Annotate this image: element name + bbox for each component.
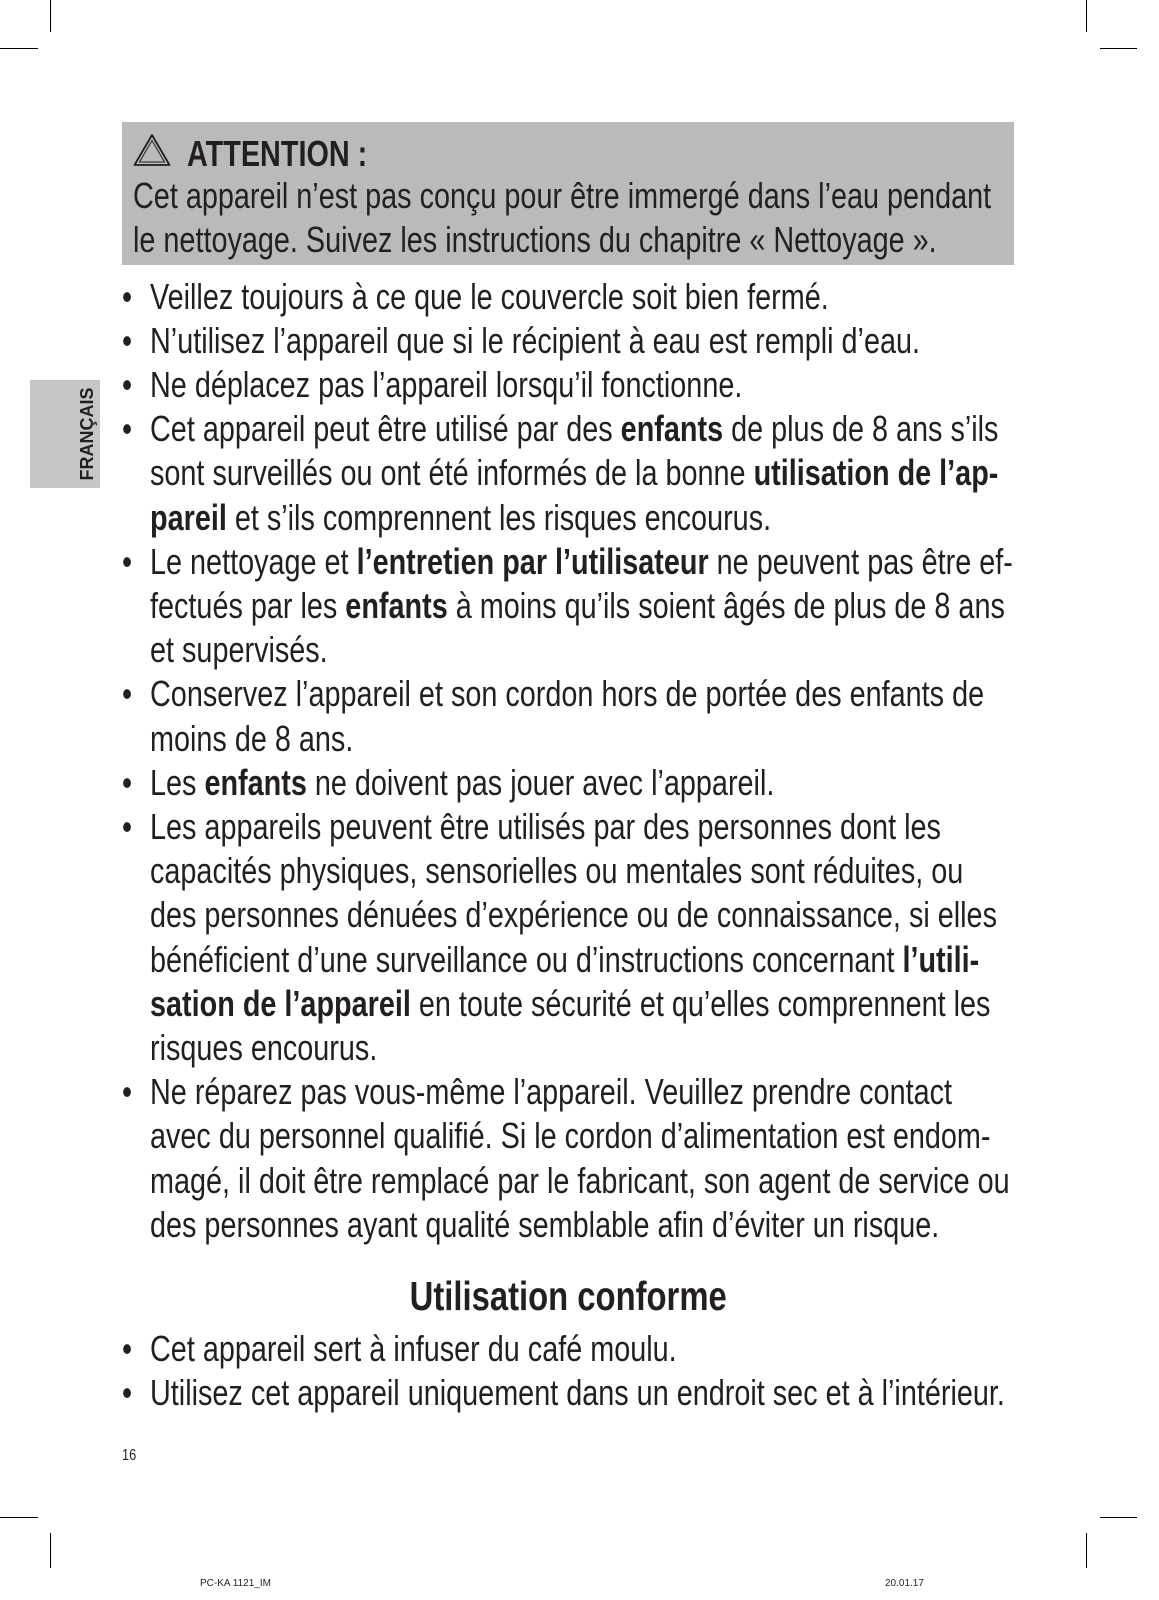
crop-mark [1100,1517,1137,1518]
crop-mark [50,0,51,32]
text: magé, il doit être remplacé par le fabricant, son agent de service ou [150,1159,1010,1201]
text-line [150,1371,1005,1415]
text-line [150,540,1013,584]
bullet: • [122,673,133,715]
crop-mark [0,48,38,49]
text: avec du personnel qualifié. Si le cordon d’alimentation est endom- [150,1115,991,1157]
emphasized-text: enfants [345,584,448,626]
text-line [150,319,1013,363]
text-line [150,275,1013,319]
text-line [150,1203,1013,1247]
text: et s’ils comprennent les risques encourus. [226,496,772,538]
list-item [120,805,1013,1070]
text: fectués par les [150,584,346,626]
intended-use-list [120,1327,1005,1415]
text-line [150,496,1013,540]
text-line [150,805,1013,849]
bullet: • [122,319,133,361]
bullet: • [122,761,133,803]
text: Cet appareil sert à infuser du café moulu. [150,1327,677,1369]
text: Cet appareil peut être utilisé par des [150,408,621,450]
crop-mark [0,1517,38,1518]
emphasized-text: pareil [150,496,227,538]
crop-mark [50,1533,51,1568]
text-line [150,717,1013,761]
list-item [120,1327,1005,1371]
crop-mark [1086,0,1087,32]
text-line [150,1026,1013,1070]
bullet: • [122,275,133,317]
bullet: • [122,805,133,847]
bullet: • [122,1327,133,1369]
text: risques encourus. [150,1026,378,1068]
list-item [120,672,1013,760]
text: ne doivent pas jouer avec l’appareil. [306,761,775,803]
emphasized-text: sation de l’appareil [150,982,411,1024]
attention-text-line: Cet appareil n’est pas conçu pour être immergé dans l’eau pendant [133,175,992,216]
text-line [150,628,1013,672]
list-item [120,363,1013,407]
text-line [150,761,1013,805]
text: et supervisés. [150,629,328,671]
list-item [120,1371,1005,1415]
section-heading [0,1271,1136,1321]
footer-document-code: PC-KA 1121_IM [200,1578,271,1589]
attention-text-line: le nettoyage. Suivez les instructions du chapitre « Nettoyage ». [133,219,937,261]
text-line [150,1327,1005,1371]
crop-mark [1086,1533,1087,1568]
footer-date: 20.01.17 [885,1578,924,1589]
bullet: • [122,540,133,582]
list-item [120,540,1013,673]
text: Ne déplacez pas l’appareil lorsqu’il fonctionne. [150,363,743,405]
text: de plus de 8 ans s’ils [723,408,999,450]
text: à moins qu’ils soient âgés de plus de 8 ans [447,584,1005,626]
text-line [150,1070,1013,1114]
warning-triangle-outline [135,135,170,165]
text-line [150,849,1013,893]
text: Utilisez cet appareil uniquement dans un endroit sec et à l’intérieur. [150,1371,1005,1413]
bullet: • [122,408,133,450]
text: Ne réparez pas vous-même l’appareil. Veuillez prendre contact [150,1071,953,1113]
text-line [150,893,1013,937]
text-line [150,1159,1013,1203]
crop-mark [1100,48,1137,49]
bullet: • [122,1071,133,1113]
text: des personnes dénuées d’expérience ou de connaissance, si elles [150,894,997,936]
list-item [120,1070,1013,1247]
text: Les [150,761,205,803]
language-tab-label: FRANÇAIS [77,387,97,481]
section-heading-text: Utilisation conforme [409,1273,727,1319]
bullet: • [122,363,133,405]
text: des personnes ayant qualité semblable afin d’éviter un risque. [150,1203,940,1245]
text: capacités physiques, sensorielles ou mentales sont réduites, ou [150,850,964,892]
emphasized-text: l’utili- [902,938,980,980]
list-item [120,319,1013,363]
text: Veillez toujours à ce que le couvercle soit bien fermé. [150,275,829,317]
text-line [150,363,1013,407]
text: sont surveillés ou ont été informés de la bonne [150,452,754,494]
attention-title: ATTENTION : [187,132,368,174]
attention-box [122,122,1014,265]
text: bénéficient d’une surveillance ou d’instructions concernant [150,938,903,980]
text-line [150,938,1013,982]
list-item [120,761,1013,805]
text: ne peuvent pas être ef- [708,540,1013,582]
list-item [120,275,1013,319]
emphasized-text: utilisation de l’ap- [753,452,999,494]
text-line [150,1114,1013,1158]
text-line [150,407,1013,451]
attention-text [133,174,991,262]
text: N’utilisez l’appareil que si le récipient à eau est rempli d’eau. [150,319,921,361]
emphasized-text: enfants [204,761,307,803]
list-item [120,407,1013,540]
emphasized-text: enfants [620,408,724,450]
safety-instructions-list [120,275,1013,1247]
bullet: • [122,1371,133,1413]
text: moins de 8 ans. [150,717,354,759]
text-line [150,982,1013,1026]
page-number: 16 [122,1447,137,1464]
text: Le nettoyage et [150,540,357,582]
language-tab [30,380,100,488]
text-line [150,584,1013,628]
text: en toute sécurité et qu’elles comprennent les [410,982,991,1024]
emphasized-text: l’entretien par l’utilisateur [356,540,709,582]
text: Conservez l’appareil et son cordon hors de portée des enfants de [150,673,985,715]
text: Les appareils peuvent être utilisés par des personnes dont les [150,805,941,847]
text-line [150,451,1013,495]
text-line [150,672,1013,716]
warning-triangle-icon [133,133,171,167]
